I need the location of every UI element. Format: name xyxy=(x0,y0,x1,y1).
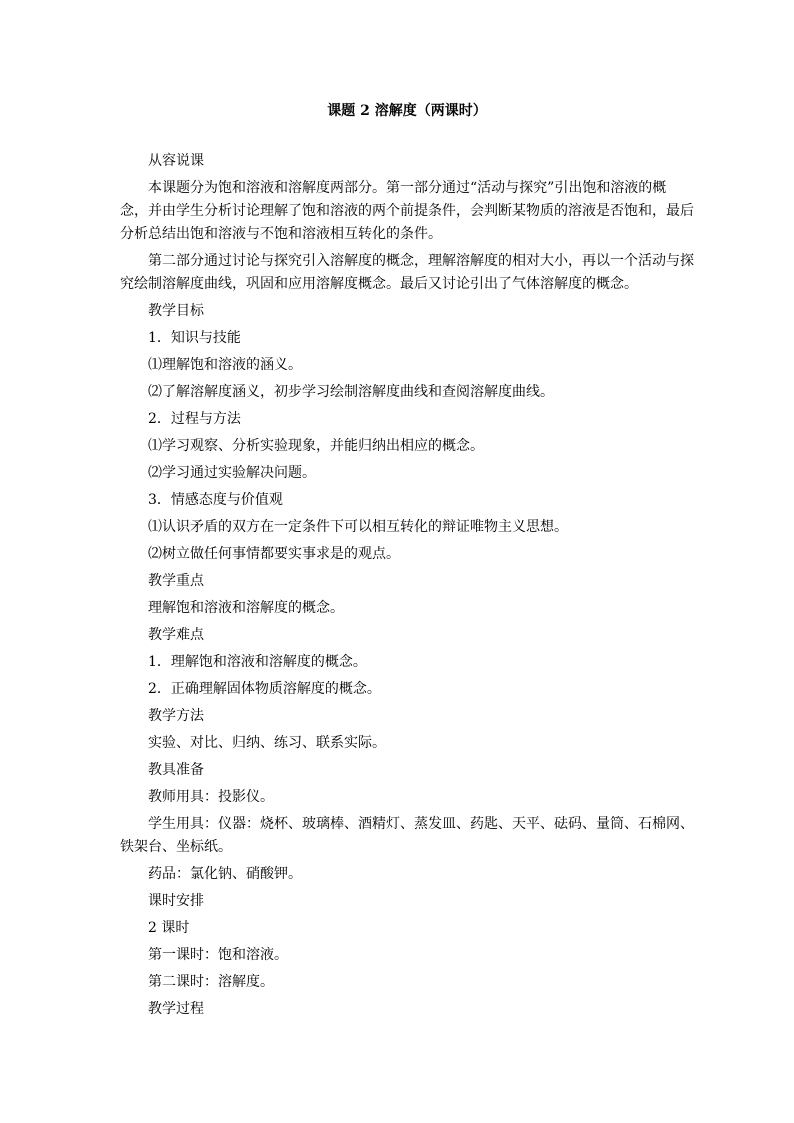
section-heading: 教学方法 xyxy=(148,708,204,724)
paragraph: ⑴理解饱和溶液的涵义。 xyxy=(148,357,302,373)
paragraph: 实验、对比、归纳、练习、联系实际。 xyxy=(148,735,386,751)
paragraph: ⑴认识矛盾的双方在一定条件下可以相互转化的辩证唯物主义思想。 xyxy=(148,519,568,535)
paragraph: 学生用具：仪器：烧杯、玻璃棒、酒精灯、蒸发皿、药匙、天平、砝码、量筒、石棉网、铁架台、坐标纸。 xyxy=(120,816,694,855)
paragraph: 1．理解饱和溶液和溶解度的概念。 xyxy=(148,654,367,670)
paragraph: ⑵树立做任何事情都要实事求是的观点。 xyxy=(148,546,400,562)
section-heading: 课时安排 xyxy=(148,893,204,909)
paragraph: 1．知识与技能 xyxy=(148,330,241,346)
paragraph: 3．情感态度与价值观 xyxy=(148,492,283,508)
paragraph: ⑴学习观察、分析实验现象，并能归纳出相应的概念。 xyxy=(148,438,484,454)
section-heading: 教具准备 xyxy=(148,762,204,778)
paragraph: 2 课时 xyxy=(148,920,190,936)
paragraph: 2．过程与方法 xyxy=(148,411,241,427)
paragraph: 2．正确理解固体物质溶解度的概念。 xyxy=(148,681,381,697)
section-heading: 教学过程 xyxy=(148,1001,204,1017)
paragraph: 药品：氯化钠、硝酸钾。 xyxy=(148,866,302,882)
document-page xyxy=(120,100,694,1025)
paragraph: ⑵了解溶解度涵义，初步学习绘制溶解度曲线和查阅溶解度曲线。 xyxy=(148,384,554,400)
document-body xyxy=(120,150,694,1021)
paragraph: 第二课时：溶解度。 xyxy=(148,974,274,990)
paragraph: 第一课时：饱和溶液。 xyxy=(148,947,288,963)
section-heading: 从容说课 xyxy=(148,153,204,169)
section-heading: 教学重点 xyxy=(148,573,204,589)
paragraph: 教师用具：投影仪。 xyxy=(148,789,274,805)
section-heading: 教学难点 xyxy=(148,627,204,643)
paragraph: 本课题分为饱和溶液和溶解度两部分。第一部分通过“活动与探究”引出饱和溶液的概念，并由学生分析讨论理解了饱和溶液的两个前提条件，会判断某物质的溶液是否饱和，最后分析总结出饱和溶液与不饱和溶液相互转化的条件。 xyxy=(120,180,694,242)
section-heading: 教学目标 xyxy=(148,303,204,319)
paragraph: 第二部分通过讨论与探究引入溶解度的概念，理解溶解度的相对大小，再以一个活动与探究绘制溶解度曲线，巩固和应用溶解度概念。最后又讨论引出了气体溶解度的概念。 xyxy=(120,253,694,292)
document-title: 课题 2 溶解度（两课时） xyxy=(327,103,487,119)
paragraph: 理解饱和溶液和溶解度的概念。 xyxy=(148,600,344,616)
paragraph: ⑵学习通过实验解决问题。 xyxy=(148,465,316,481)
